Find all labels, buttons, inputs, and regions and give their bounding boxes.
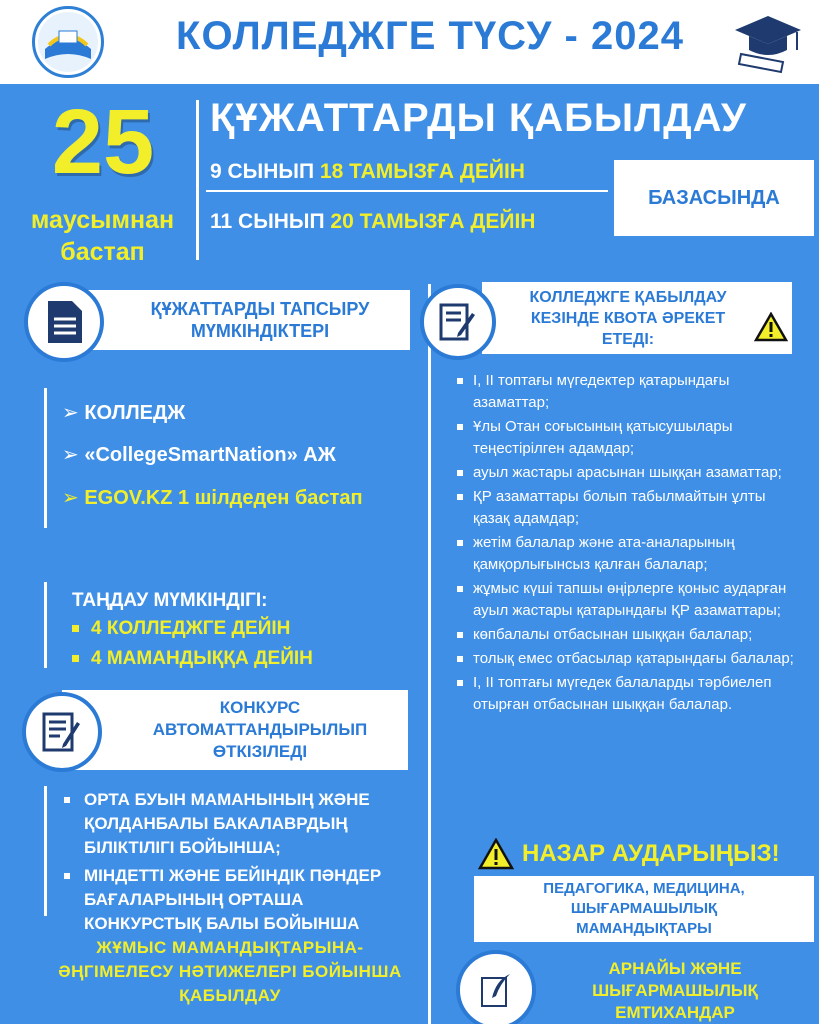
attention-title: НАЗАР АУДАРЫҢЫЗ! — [522, 840, 780, 867]
choice-item: 4 МАМАНДЫҚҚА ДЕЙІН — [72, 648, 313, 670]
contest-item: МІНДЕТТІ ЖӘНЕ БЕЙІНДІК ПӘНДЕР БАҒАЛАРЫНЫҢ ОРТАША КОНКУРСТЫҚ БАЛЫ БОЙЫНША — [62, 864, 412, 936]
submission-option: ➢ КОЛЛЕДЖ — [62, 402, 186, 424]
document-icon — [24, 282, 104, 362]
college-logo — [32, 6, 104, 78]
divider — [44, 388, 47, 528]
warning-icon — [478, 838, 514, 875]
divider — [44, 786, 47, 916]
warning-icon — [754, 312, 788, 347]
attention-box: ПЕДАГОГИКА, МЕДИЦИНА, ШЫҒАРМАШЫЛЫҚ МАМАНДЫҚТАРЫ — [474, 876, 814, 942]
quota-item: жетім балалар және ата-аналарының қамқорлығынсыз қалған балалар; — [455, 532, 795, 576]
contest-title: КОНКУРС АВТОМАТТАНДЫРЫЛЫП ӨТКІЗІЛЕДІ — [62, 690, 408, 770]
feather-icon — [456, 950, 536, 1024]
graduation-cap-icon — [733, 10, 803, 76]
attention-exam: АРНАЙЫ ЖӘНЕ ШЫҒАРМАШЫЛЫҚ ЕМТИХАНДАР — [592, 959, 758, 1022]
acceptance-title: ҚҰЖАТТАРДЫ ҚАБЫЛДАУ — [210, 96, 747, 140]
divider — [428, 284, 431, 1024]
divider — [196, 100, 199, 260]
divider — [44, 582, 47, 668]
contest-footer: ЖҰМЫС МАМАНДЫҚТАРЫНА- ӘҢГІМЕЛЕСУ НӘТИЖЕЛЕРІ БОЙЫНША ҚАБЫЛДАУ — [58, 938, 402, 1005]
submission-title: ҚҰЖАТТАРДЫ ТАПСЫРУ МҮМКІНДІКТЕРІ — [70, 290, 410, 350]
quota-item: жұмыс күші тапшы өңірлерге қоныс аударған ауыл жастары қатарындағы ҚР азаматтары; — [455, 578, 795, 622]
divider — [206, 190, 608, 192]
start-day: 25 — [51, 91, 155, 193]
page-title: КОЛЛЕДЖГЕ ТҮСУ - 2024 — [176, 14, 684, 58]
quota-title: КОЛЛЕДЖГЕ ҚАБЫЛДАУ КЕЗІНДЕ КВОТА ӘРЕКЕТ ЕТЕДІ: — [482, 282, 792, 354]
submission-option: ➢ EGOV.KZ 1 шілдеден бастап — [62, 487, 363, 509]
quota-item: I, II топтағы мүгедек балаларды тәрбиелеп отырған отбасынан шыққан балалар. — [455, 672, 795, 716]
contest-item: ОРТА БУЫН МАМАНЫНЫҢ ЖӘНЕ ҚОЛДАНБАЛЫ БАКАЛАВРДЫҢ БІЛІКТІЛІГІ БОЙЫНША; — [62, 788, 412, 860]
quota-item: толық емес отбасылар қатарындағы балалар; — [455, 648, 795, 670]
choice-title: ТАҢДАУ МҮМКІНДІГІ: — [72, 590, 268, 611]
contest-form-icon — [22, 692, 102, 772]
start-day-caption: маусымнан бастап — [30, 206, 175, 266]
quota-list — [455, 370, 795, 718]
choice-item: 4 КОЛЛЕДЖГЕ ДЕЙІН — [72, 618, 290, 640]
grade9-line: 9 СЫНЫП 18 ТАМЫЗҒА ДЕЙІН — [210, 160, 525, 183]
quota-item: I, II топтағы мүгедектер қатарындағы азаматтар; — [455, 370, 795, 414]
quota-item: көпбалалы отбасынан шыққан балалар; — [455, 624, 795, 646]
submission-option: ➢ «CollegeSmartNation» АЖ — [62, 444, 336, 466]
contest-list — [62, 788, 412, 936]
quota-form-icon — [420, 284, 496, 360]
quota-item: ҚР азаматтары болып табылмайтын ұлты қазақ адамдар; — [455, 486, 795, 530]
base-label: БАЗАСЫНДА — [614, 160, 814, 236]
quota-item: Ұлы Отан соғысының қатысушылары теңестірілген адамдар; — [455, 416, 795, 460]
quota-item: ауыл жастары арасынан шыққан азаматтар; — [455, 462, 795, 484]
grade11-line: 11 СЫНЫП 20 ТАМЫЗҒА ДЕЙІН — [210, 210, 536, 233]
